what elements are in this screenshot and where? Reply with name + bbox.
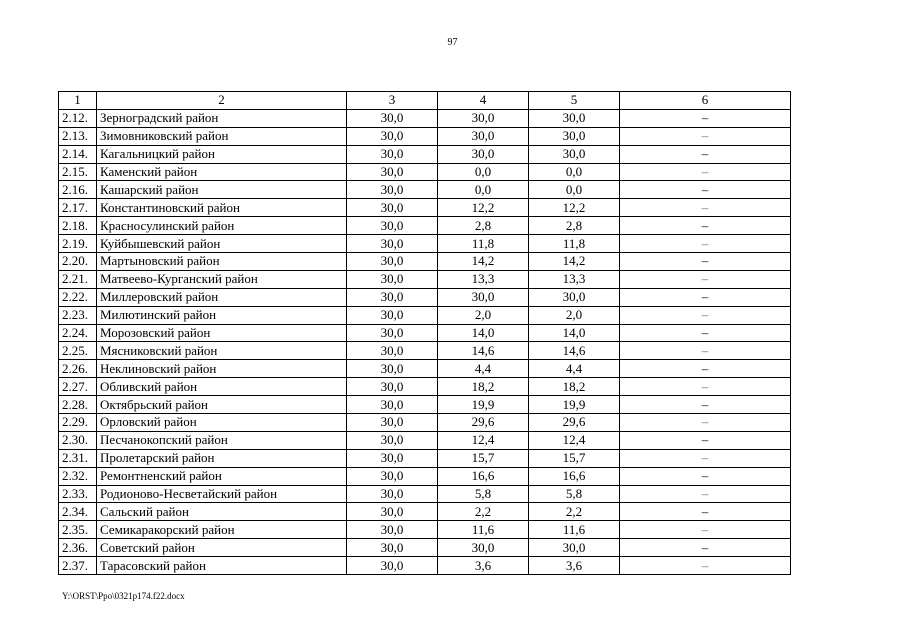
value-col-4: 11,8 xyxy=(438,235,529,253)
value-col-5: 2,8 xyxy=(529,217,620,235)
value-col-5: 14,6 xyxy=(529,342,620,360)
value-col-3: 30,0 xyxy=(347,521,438,539)
row-number: 2.25. xyxy=(59,342,97,360)
value-col-4: 30,0 xyxy=(438,539,529,557)
value-col-6: – xyxy=(620,557,791,575)
value-col-3: 30,0 xyxy=(347,503,438,521)
value-col-6: – xyxy=(620,109,791,127)
table-row xyxy=(59,485,791,503)
value-col-5: 11,8 xyxy=(529,235,620,253)
row-number: 2.34. xyxy=(59,503,97,521)
district-name: Мясниковский район xyxy=(97,342,347,360)
value-col-5: 12,4 xyxy=(529,431,620,449)
table-row xyxy=(59,199,791,217)
table-row xyxy=(59,163,791,181)
table-body xyxy=(59,109,791,574)
table-row xyxy=(59,145,791,163)
value-col-4: 4,4 xyxy=(438,360,529,378)
row-number: 2.13. xyxy=(59,127,97,145)
table-row xyxy=(59,360,791,378)
district-name: Пролетарский район xyxy=(97,449,347,467)
district-name: Зимовниковский район xyxy=(97,127,347,145)
header-col-4: 4 xyxy=(438,92,529,110)
value-col-6: – xyxy=(620,414,791,432)
district-name: Тарасовский район xyxy=(97,557,347,575)
row-number: 2.36. xyxy=(59,539,97,557)
value-col-3: 30,0 xyxy=(347,288,438,306)
value-col-5: 30,0 xyxy=(529,288,620,306)
row-number: 2.35. xyxy=(59,521,97,539)
table-row xyxy=(59,414,791,432)
table-row xyxy=(59,288,791,306)
value-col-3: 30,0 xyxy=(347,270,438,288)
district-name: Ремонтненский район xyxy=(97,467,347,485)
row-number: 2.28. xyxy=(59,396,97,414)
value-col-4: 30,0 xyxy=(438,145,529,163)
value-col-3: 30,0 xyxy=(347,539,438,557)
header-col-2: 2 xyxy=(97,92,347,110)
value-col-3: 30,0 xyxy=(347,485,438,503)
row-number: 2.22. xyxy=(59,288,97,306)
value-col-6: – xyxy=(620,270,791,288)
row-number: 2.18. xyxy=(59,217,97,235)
value-col-3: 30,0 xyxy=(347,324,438,342)
value-col-5: 4,4 xyxy=(529,360,620,378)
table-row xyxy=(59,431,791,449)
district-name: Куйбышевский район xyxy=(97,235,347,253)
value-col-6: – xyxy=(620,288,791,306)
value-col-4: 3,6 xyxy=(438,557,529,575)
district-name: Константиновский район xyxy=(97,199,347,217)
row-number: 2.24. xyxy=(59,324,97,342)
district-name: Орловский район xyxy=(97,414,347,432)
value-col-5: 19,9 xyxy=(529,396,620,414)
value-col-6: – xyxy=(620,181,791,199)
district-name: Песчанокопский район xyxy=(97,431,347,449)
value-col-6: – xyxy=(620,521,791,539)
value-col-6: – xyxy=(620,378,791,396)
value-col-5: 30,0 xyxy=(529,539,620,557)
row-number: 2.37. xyxy=(59,557,97,575)
value-col-5: 30,0 xyxy=(529,127,620,145)
value-col-6: – xyxy=(620,145,791,163)
value-col-4: 30,0 xyxy=(438,109,529,127)
value-col-4: 14,2 xyxy=(438,253,529,271)
value-col-4: 0,0 xyxy=(438,181,529,199)
row-number: 2.30. xyxy=(59,431,97,449)
row-number: 2.17. xyxy=(59,199,97,217)
table-header-row xyxy=(59,92,791,110)
table-row xyxy=(59,181,791,199)
row-number: 2.16. xyxy=(59,181,97,199)
value-col-5: 2,2 xyxy=(529,503,620,521)
row-number: 2.26. xyxy=(59,360,97,378)
value-col-3: 30,0 xyxy=(347,431,438,449)
row-number: 2.14. xyxy=(59,145,97,163)
header-col-3: 3 xyxy=(347,92,438,110)
table-row xyxy=(59,467,791,485)
value-col-6: – xyxy=(620,253,791,271)
district-name: Красносулинский район xyxy=(97,217,347,235)
value-col-4: 5,8 xyxy=(438,485,529,503)
value-col-6: – xyxy=(620,324,791,342)
district-name: Семикаракорский район xyxy=(97,521,347,539)
district-name: Каменский район xyxy=(97,163,347,181)
value-col-4: 2,8 xyxy=(438,217,529,235)
value-col-3: 30,0 xyxy=(347,467,438,485)
row-number: 2.31. xyxy=(59,449,97,467)
value-col-6: – xyxy=(620,306,791,324)
value-col-4: 12,2 xyxy=(438,199,529,217)
value-col-3: 30,0 xyxy=(347,199,438,217)
table-row xyxy=(59,557,791,575)
value-col-3: 30,0 xyxy=(347,235,438,253)
value-col-6: – xyxy=(620,503,791,521)
table-row xyxy=(59,253,791,271)
value-col-6: – xyxy=(620,360,791,378)
table-row xyxy=(59,306,791,324)
district-name: Кагальницкий район xyxy=(97,145,347,163)
value-col-4: 14,6 xyxy=(438,342,529,360)
page-number: 97 xyxy=(447,37,458,48)
row-number: 2.15. xyxy=(59,163,97,181)
district-name: Зерноградский район xyxy=(97,109,347,127)
row-number: 2.12. xyxy=(59,109,97,127)
value-col-4: 2,2 xyxy=(438,503,529,521)
value-col-5: 16,6 xyxy=(529,467,620,485)
value-col-5: 2,0 xyxy=(529,306,620,324)
value-col-4: 29,6 xyxy=(438,414,529,432)
value-col-3: 30,0 xyxy=(347,181,438,199)
district-name: Обливский район xyxy=(97,378,347,396)
value-col-6: – xyxy=(620,396,791,414)
value-col-5: 0,0 xyxy=(529,163,620,181)
value-col-6: – xyxy=(620,235,791,253)
value-col-3: 30,0 xyxy=(347,342,438,360)
value-col-3: 30,0 xyxy=(347,378,438,396)
value-col-3: 30,0 xyxy=(347,360,438,378)
value-col-3: 30,0 xyxy=(347,109,438,127)
value-col-3: 30,0 xyxy=(347,414,438,432)
data-table xyxy=(58,91,791,575)
row-number: 2.21. xyxy=(59,270,97,288)
value-col-4: 15,7 xyxy=(438,449,529,467)
row-number: 2.19. xyxy=(59,235,97,253)
value-col-5: 3,6 xyxy=(529,557,620,575)
value-col-3: 30,0 xyxy=(347,396,438,414)
value-col-5: 30,0 xyxy=(529,109,620,127)
value-col-4: 18,2 xyxy=(438,378,529,396)
row-number: 2.20. xyxy=(59,253,97,271)
value-col-6: – xyxy=(620,163,791,181)
value-col-3: 30,0 xyxy=(347,145,438,163)
table-row xyxy=(59,109,791,127)
value-col-6: – xyxy=(620,449,791,467)
value-col-3: 30,0 xyxy=(347,217,438,235)
value-col-3: 30,0 xyxy=(347,163,438,181)
row-number: 2.29. xyxy=(59,414,97,432)
row-number: 2.33. xyxy=(59,485,97,503)
row-number: 2.23. xyxy=(59,306,97,324)
value-col-6: – xyxy=(620,199,791,217)
table-row xyxy=(59,235,791,253)
value-col-5: 15,7 xyxy=(529,449,620,467)
value-col-5: 13,3 xyxy=(529,270,620,288)
value-col-5: 5,8 xyxy=(529,485,620,503)
value-col-5: 0,0 xyxy=(529,181,620,199)
value-col-6: – xyxy=(620,127,791,145)
value-col-3: 30,0 xyxy=(347,306,438,324)
district-name: Милютинский район xyxy=(97,306,347,324)
row-number: 2.27. xyxy=(59,378,97,396)
value-col-6: – xyxy=(620,467,791,485)
district-name: Октябрьский район xyxy=(97,396,347,414)
value-col-3: 30,0 xyxy=(347,449,438,467)
value-col-4: 12,4 xyxy=(438,431,529,449)
header-col-5: 5 xyxy=(529,92,620,110)
table-row xyxy=(59,127,791,145)
value-col-4: 14,0 xyxy=(438,324,529,342)
table-row xyxy=(59,396,791,414)
value-col-5: 12,2 xyxy=(529,199,620,217)
value-col-6: – xyxy=(620,217,791,235)
district-name: Миллеровский район xyxy=(97,288,347,306)
header-col-1: 1 xyxy=(59,92,97,110)
value-col-3: 30,0 xyxy=(347,557,438,575)
value-col-6: – xyxy=(620,342,791,360)
value-col-5: 11,6 xyxy=(529,521,620,539)
value-col-4: 11,6 xyxy=(438,521,529,539)
district-name: Матвеево-Курганский район xyxy=(97,270,347,288)
district-name: Сальский район xyxy=(97,503,347,521)
file-path-footer: Y:\ORST\Ppo\0321p174.f22.docx xyxy=(62,591,185,601)
table-row xyxy=(59,342,791,360)
value-col-4: 30,0 xyxy=(438,127,529,145)
value-col-5: 14,2 xyxy=(529,253,620,271)
value-col-4: 30,0 xyxy=(438,288,529,306)
table-row xyxy=(59,324,791,342)
value-col-6: – xyxy=(620,539,791,557)
district-name: Мартыновский район xyxy=(97,253,347,271)
header-col-6: 6 xyxy=(620,92,791,110)
value-col-6: – xyxy=(620,431,791,449)
value-col-5: 29,6 xyxy=(529,414,620,432)
table-row xyxy=(59,539,791,557)
table-row xyxy=(59,270,791,288)
value-col-4: 0,0 xyxy=(438,163,529,181)
value-col-5: 14,0 xyxy=(529,324,620,342)
table-row xyxy=(59,521,791,539)
value-col-3: 30,0 xyxy=(347,253,438,271)
table-row xyxy=(59,503,791,521)
district-name: Родионово-Несветайский район xyxy=(97,485,347,503)
table-row xyxy=(59,378,791,396)
value-col-4: 19,9 xyxy=(438,396,529,414)
value-col-6: – xyxy=(620,485,791,503)
value-col-5: 30,0 xyxy=(529,145,620,163)
row-number: 2.32. xyxy=(59,467,97,485)
district-name: Кашарский район xyxy=(97,181,347,199)
district-name: Неклиновский район xyxy=(97,360,347,378)
value-col-5: 18,2 xyxy=(529,378,620,396)
value-col-4: 13,3 xyxy=(438,270,529,288)
table-row xyxy=(59,449,791,467)
value-col-4: 16,6 xyxy=(438,467,529,485)
district-name: Морозовский район xyxy=(97,324,347,342)
value-col-3: 30,0 xyxy=(347,127,438,145)
table-row xyxy=(59,217,791,235)
district-name: Советский район xyxy=(97,539,347,557)
value-col-4: 2,0 xyxy=(438,306,529,324)
